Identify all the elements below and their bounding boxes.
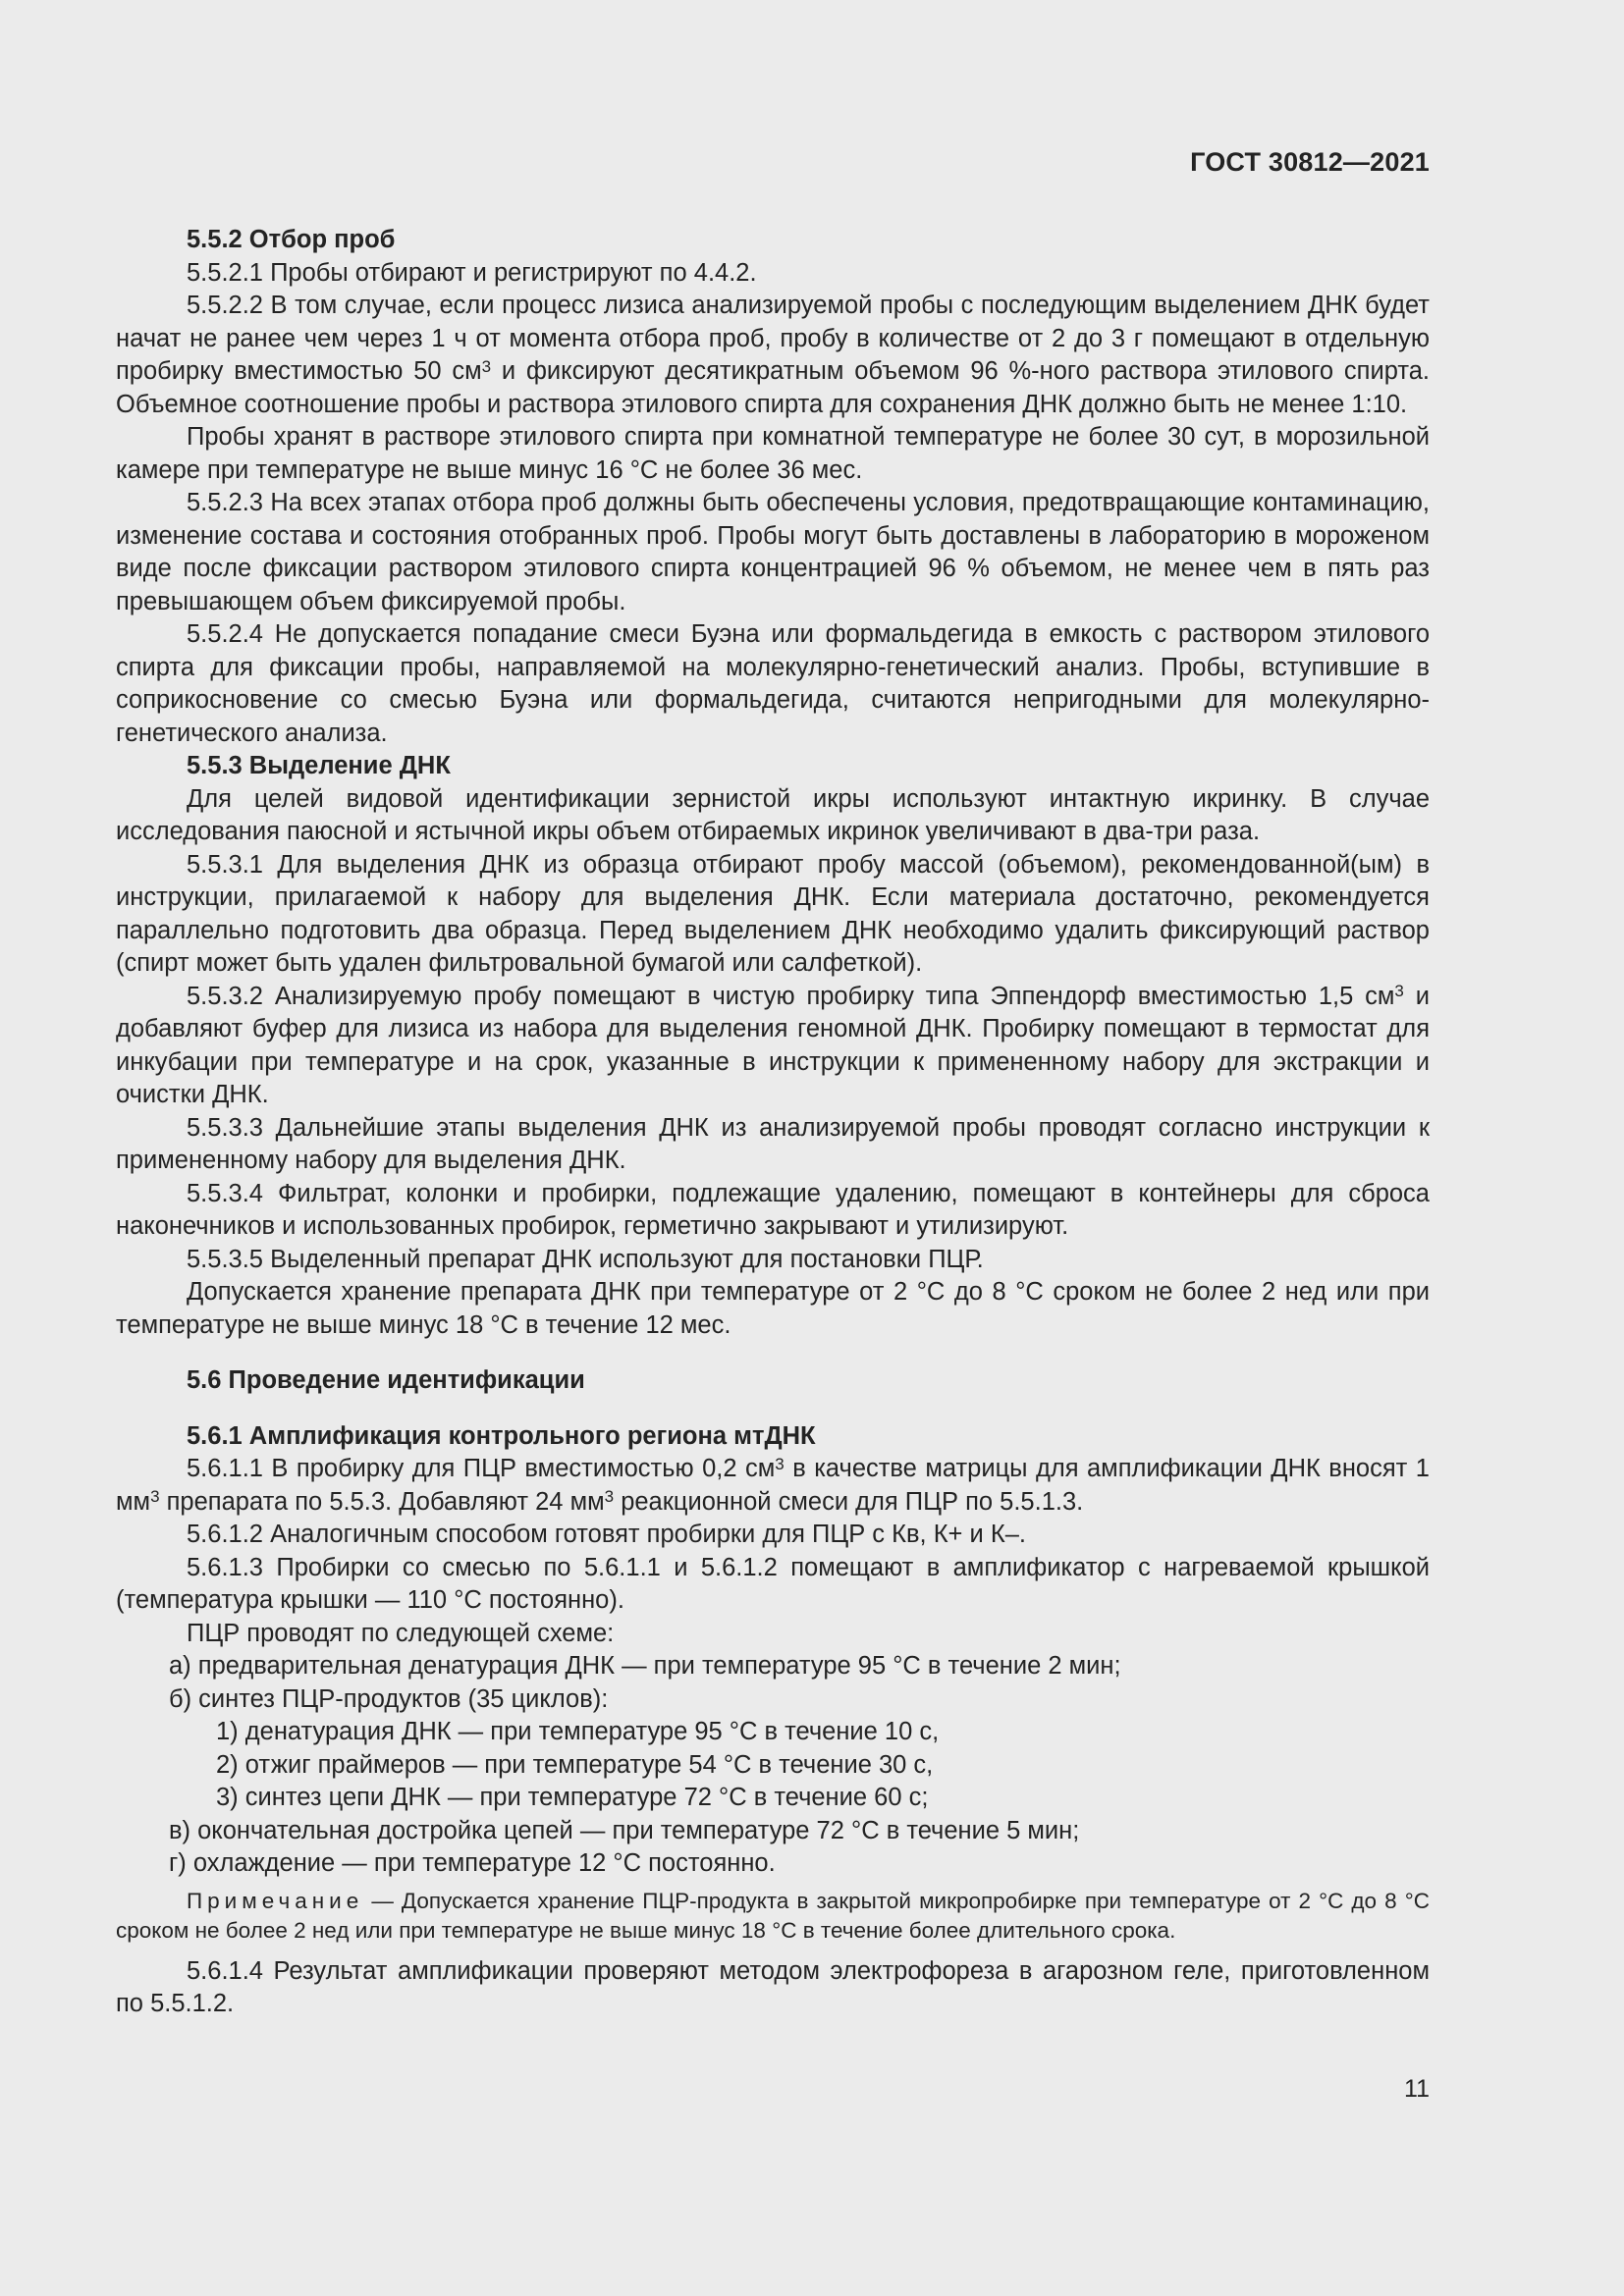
list-item-a: а) предварительная денатурация ДНК — при температуре 95 °С в течение 2 мин; [169, 1652, 1121, 1680]
page-number: 11 [1404, 2075, 1430, 2103]
paragraph-5-5-3-2: 5.5.3.2 Анализируемую пробу помещают в чистую пробирку типа Эппендорф вместимостью 1,5 $см^3$ и добавляют буфер для лизиса из набора для выделения геномной ДНК. Пробирку помещают в термостат для инкубации при температуре и на срок, указанные в инструкции к примененному набору для экстракции и очистки ДНК. [116, 982, 1430, 1108]
list-item-b: б) синтез ПЦР-продуктов (35 циклов): [169, 1684, 609, 1713]
section-heading-5-5-2: 5.5.2 Отбор проб [187, 226, 396, 253]
note-label: Примечание [187, 1888, 364, 1913]
paragraph-5-6-1-4: 5.6.1.4 Результат амплификации проверяют методом электрофореза в агарозном геле, приготовленном по 5.5.1.2. [116, 1956, 1430, 2017]
sub-list-item-3: 3) синтез цепи ДНК — при температуре 72 °С в течение 60 с; [216, 1784, 929, 1811]
sub-list-item-1: 1) денатурация ДНК — при температуре 95 °С в течение 10 с, [216, 1718, 940, 1745]
sub-list-item-2: 2) отжиг праймеров — при температуре 54 °С в течение 30 с, [216, 1750, 934, 1779]
paragraph-storage: Пробы хранят в растворе этилового спирта при комнатной температуре не более 30 сут, в морозильной камере при температуре не выше минус 16 °С не более 36 мес. [116, 423, 1430, 484]
section-heading-5-6: 5.6 Проведение идентификации [187, 1366, 585, 1394]
note [116, 1887, 1430, 1946]
paragraph-5-6-1-2: 5.6.1.2 Аналогичным способом готовят пробирки для ПЦР с Кв, К+ и К–. [187, 1521, 1026, 1548]
document-header: ГОСТ 30812—2021 [1190, 147, 1430, 177]
note-text: — Допускается хранение ПЦР-продукта в закрытой микропробирке при температуре от 2 °С до 8 °С сроком не более 2 нед или при температуре не выше минус 18 °С в течение более длительного срока. [116, 1888, 1430, 1943]
section-heading-5-5-3: 5.5.3 Выделение ДНК [187, 752, 451, 779]
paragraph-5-5-2-2: 5.5.2.2 В том случае, если процесс лизиса анализируемой пробы с последующим выделением ДНК будет начат не ранее чем через 1 ч от момента отбора проб, пробу в количестве от 2 до 3 г помещают в отдельную пробирку вместимостью 50 $см^3$ и фиксируют десятикратным объемом 96 %-ного раствора этилового спирта. Объемное соотношение пробы и раствора этилового спирта для сохранения ДНК должно быть не менее 1:10. [116, 292, 1430, 418]
paragraph-5-5-3-4: 5.5.3.4 Фильтрат, колонки и пробирки, подлежащие удалению, помещают в контейнеры для сброса наконечников и использованных пробирок, герметично закрывают и утилизируют. [116, 1179, 1430, 1240]
paragraph-5-5-2-1: 5.5.2.1 Пробы отбирают и регистрируют по 4.4.2. [187, 258, 757, 287]
paragraph-5-5-2-4: 5.5.2.4 Не допускается попадание смеси Буэна или формальдегида в емкость с раствором этилового спирта для фиксации пробы, направляемой на молекулярно-генетический анализ. Пробы, вступившие в соприкосновение со смесью Буэна или формальдегида, считаются непригодными для молекулярно-генетического анализа. [116, 620, 1430, 747]
paragraph-pcr-scheme: ПЦР проводят по следующей схеме: [187, 1619, 615, 1647]
list-item-g: г) охлаждение — при температуре 12 °С постоянно. [169, 1849, 776, 1877]
list-item-v: в) окончательная достройка цепей — при температуре 72 °С в течение 5 мин; [169, 1816, 1080, 1844]
paragraph-5-5-3-3: 5.5.3.3 Дальнейшие этапы выделения ДНК из анализируемой пробы проводят согласно инструкции к примененному набору для выделения ДНК. [116, 1113, 1430, 1174]
paragraph-5-5-3-intro: Для целей видовой идентификации зернистой икры используют интактную икринку. В случае исследования паюсной и ястычной икры объем отбираемых икринок увеличивают в два-три раза. [116, 784, 1430, 845]
paragraph-5-5-3-1: 5.5.3.1 Для выделения ДНК из образца отбирают пробу массой (объемом), рекомендованной(ым) в инструкции, прилагаемой к набору для выделения ДНК. Если материала достаточно, рекомендуется параллельно подготовить два образца. Перед выделением ДНК необходимо удалить фиксирующий раствор (спирт может быть удален фильтровальной бумагой или салфеткой). [116, 850, 1430, 977]
paragraph-dna-storage: Допускается хранение препарата ДНК при температуре от 2 °С до 8 °С сроком не более 2 нед или при температуре не выше минус 18 °С в течение 12 мес. [116, 1278, 1430, 1339]
section-heading-5-6-1: 5.6.1 Амплификация контрольного региона мтДНК [187, 1421, 816, 1450]
paragraph-5-6-1-1: 5.6.1.1 В пробирку для ПЦР вместимостью 0,2 $см^3$ в качестве матрицы для амплификации ДНК вносят 1 $мм^3$ препарата по 5.5.3. Добавляют 24 $мм^3$ реакционной смеси для ПЦР по 5.5.1.3. [116, 1454, 1430, 1516]
paragraph-5-6-1-3: 5.6.1.3 Пробирки со смесью по 5.6.1.1 и 5.6.1.2 помещают в амплификатор с нагреваемой крышкой (температура крышки — 110 °С постоянно). [116, 1553, 1430, 1614]
document-body [116, 224, 1430, 2021]
paragraph-5-5-2-3: 5.5.2.3 На всех этапах отбора проб должны быть обеспечены условия, предотвращающие контаминацию, изменение состава и состояния отобранных проб. Пробы могут быть доставлены в лабораторию в мороженом виде после фиксации раствором этилового спирта концентрацией 96 % объемом, не менее чем в пять раз превышающем объем фиксируемой пробы. [116, 489, 1430, 615]
paragraph-5-5-3-5: 5.5.3.5 Выделенный препарат ДНК используют для постановки ПЦР. [187, 1245, 984, 1273]
